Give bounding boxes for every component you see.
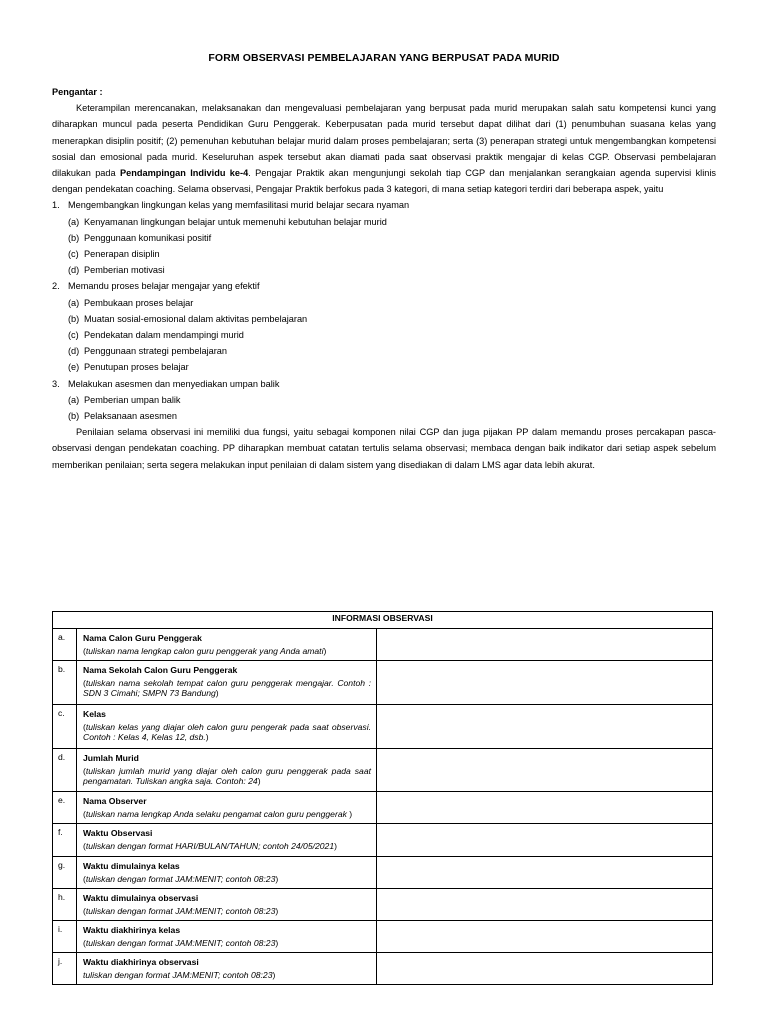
aspect-list (68, 295, 716, 376)
aspect-number: (d) (68, 265, 80, 276)
aspect-label: Penggunaan komunikasi positif (84, 232, 212, 243)
hint-paren: ( (83, 938, 86, 948)
hint-paren: ) (272, 970, 276, 980)
table-row (53, 953, 713, 985)
row-label: Waktu Observasi (83, 828, 153, 838)
intro-text: Keterampilan merencanakan, melaksanakan dan mengevaluasi pembelajaran yang berpusat pada murid merupakan salah satu kompetensi kunci yang diharapkan muncul pada peserta Pendidikan Guru Penggerak. Keberpusatan pada murid tersebut dapat dilihat dari (1) penumbuhan suasana kelas yang menerapkan disiplin positif; (2) pemenuhan kebutuhan belajar murid dalam proses pembelajaran; serta (3) penerapan strategi untuk mengembangkan kompetensi sosial dan emosional pada murid. Keseluruhan aspek tersebut akan diamati pada saat observasi praktik mengajar di kelas CGP. Observasi pembelajaran dilakukan pada (52, 103, 716, 179)
row-letter: j. (53, 953, 77, 985)
row-hint (83, 766, 371, 786)
answer-cell[interactable] (377, 792, 713, 824)
hint-paren: ( (83, 766, 86, 776)
aspect-label: Pendekatan dalam mendampingi murid (84, 330, 244, 341)
table-row (53, 792, 713, 824)
row-label: Nama Sekolah Calon Guru Penggerak (83, 665, 238, 675)
aspect-item (68, 246, 716, 262)
aspect-label: Kenyamanan lingkungan belajar untuk memenuhi kebutuhan belajar murid (84, 216, 387, 227)
hint-paren: ( (83, 874, 86, 884)
hint-text: tuliskan nama lengkap calon guru penggerak yang Anda amati (85, 646, 324, 656)
table-row (53, 921, 713, 953)
row-hint (83, 678, 371, 698)
aspect-item (68, 295, 716, 311)
aspect-number: (a) (68, 216, 80, 227)
row-hint (83, 938, 371, 948)
table-row (53, 889, 713, 921)
aspect-label: Muatan sosial-emosional dalam aktivitas pembelajaran (84, 313, 308, 324)
row-label: Waktu diakhirinya kelas (83, 925, 181, 935)
hint-paren: ) (275, 874, 279, 884)
hint-paren: ) (215, 688, 219, 698)
answer-cell[interactable] (377, 824, 713, 857)
aspect-item (68, 408, 716, 424)
row-description (77, 792, 377, 824)
row-description (77, 824, 377, 857)
answer-cell[interactable] (377, 705, 713, 749)
aspect-list (68, 392, 716, 424)
row-description (77, 857, 377, 889)
aspect-number: (b) (68, 232, 80, 243)
hint-paren: ) (349, 809, 353, 819)
table-row (53, 857, 713, 889)
row-description (77, 953, 377, 985)
aspect-number: (e) (68, 362, 80, 373)
aspect-item (68, 392, 716, 408)
row-description (77, 661, 377, 705)
row-letter: h. (53, 889, 77, 921)
aspect-item (68, 311, 716, 327)
table-body (53, 629, 713, 985)
aspect-number: (c) (68, 330, 79, 341)
row-letter: i. (53, 921, 77, 953)
hint-text: tuliskan dengan format JAM:MENIT; contoh 08:23 (85, 906, 276, 916)
row-description (77, 705, 377, 749)
aspect-item (68, 359, 716, 375)
aspect-label: Pemberian umpan balik (84, 394, 181, 405)
hint-paren: ) (323, 646, 327, 656)
intro-bold-text: Pendampingan Individu ke-4 (120, 168, 249, 179)
hint-paren: ( (83, 841, 86, 851)
table-row (53, 661, 713, 705)
category-number: 1. (52, 200, 60, 211)
aspect-item (68, 327, 716, 343)
row-hint (83, 874, 371, 884)
hint-paren: ( (83, 809, 86, 819)
aspect-number: (d) (68, 346, 80, 357)
category-label: Melakukan asesmen dan menyediakan umpan balik (68, 378, 280, 389)
aspect-number: (a) (68, 297, 80, 308)
aspect-list (68, 214, 716, 279)
row-label: Waktu diakhirinya observasi (83, 957, 199, 967)
category-label: Mengembangkan lingkungan kelas yang memfasilitasi murid belajar secara nyaman (68, 200, 410, 211)
row-label: Jumlah Murid (83, 753, 139, 763)
answer-cell[interactable] (377, 953, 713, 985)
hint-paren: ) (205, 732, 209, 742)
row-label: Nama Calon Guru Penggerak (83, 633, 202, 643)
row-label: Nama Observer (83, 796, 147, 806)
hint-paren: ( (83, 678, 86, 688)
hint-paren: ) (257, 776, 261, 786)
aspect-label: Pelaksanaan asesmen (84, 411, 177, 422)
hint-text: tuliskan kelas yang diajar oleh calon guru pengerak pada saat observasi. Contoh : Kelas 4, Kelas 12, dsb. (83, 722, 371, 742)
table-row (53, 824, 713, 857)
aspect-number: (a) (68, 394, 80, 405)
aspect-number: (b) (68, 313, 80, 324)
aspect-label: Penutupan proses belajar (84, 362, 189, 373)
hint-paren: ) (334, 841, 337, 851)
hint-paren: ) (275, 906, 279, 916)
hint-text: tuliskan dengan format HARI/BULAN/TAHUN; contoh 24/05/2021 (85, 841, 335, 851)
row-hint (83, 906, 371, 916)
hint-text: tuliskan nama sekolah tempat calon guru penggerak mengajar. Contoh : SDN 3 Cimahi; SMPN 73 Bandung (83, 678, 371, 698)
answer-cell[interactable] (377, 889, 713, 921)
aspect-label: Pembukaan proses belajar (84, 297, 194, 308)
hint-paren: ( (83, 722, 86, 732)
aspect-label: Penggunaan strategi pembelajaran (84, 346, 228, 357)
aspect-number: (c) (68, 249, 79, 260)
hint-paren: ( (83, 906, 86, 916)
hint-text: tuliskan jumlah murid yang diajar oleh calon guru penggerak pada saat pengamatan. Tuliskan angka saja. Contoh: 24 (83, 766, 371, 786)
page-title: FORM OBSERVASI PEMBELAJARAN YANG BERPUSAT PADA MURID (208, 52, 560, 64)
answer-cell[interactable] (377, 749, 713, 792)
row-letter: d. (53, 749, 77, 792)
category-item (52, 376, 716, 425)
aspect-item (68, 214, 716, 230)
intro-text: . Pengajar Praktik akan mengunjungi sekolah tiap CGP dan menjalankan serangkaian agenda supervisi klinis dengan pendekatan coaching. Selama observasi, Pengajar Praktik berfokus pada 3 kategori, di mana setiap kategori terdiri dari beberapa aspek, yaitu (52, 168, 716, 195)
hint-paren: ) (275, 938, 279, 948)
hint-text: tuliskan dengan format JAM:MENIT; contoh 08:23 (85, 874, 276, 884)
row-hint (83, 722, 371, 742)
aspect-item (68, 343, 716, 359)
table-header: INFORMASI OBSERVASI (53, 612, 713, 629)
table-row (53, 629, 713, 661)
aspect-item (68, 262, 716, 278)
row-description (77, 629, 377, 661)
row-label: Kelas (83, 709, 106, 719)
category-number: 2. (52, 281, 60, 292)
intro-paragraph-1 (52, 100, 716, 197)
aspect-number: (b) (68, 411, 80, 422)
hint-text: tuliskan dengan format JAM:MENIT; contoh 08:23 (83, 970, 273, 980)
category-label: Memandu proses belajar mengajar yang efektif (68, 281, 260, 292)
intro-section (52, 84, 716, 473)
table-row (53, 749, 713, 792)
observation-info-table (52, 611, 713, 985)
row-letter: a. (53, 629, 77, 661)
row-letter: f. (53, 824, 77, 857)
aspect-item (68, 230, 716, 246)
answer-cell[interactable] (377, 629, 713, 661)
hint-text: tuliskan nama lengkap Anda selaku pengamat calon guru penggerak (85, 809, 350, 819)
row-hint (83, 809, 371, 819)
intro-paragraph-2: Penilaian selama observasi ini memiliki dua fungsi, yaitu sebagai komponen nilai CGP dan juga pijakan PP dalam memandu proses percakapan pasca-observasi dengan pendekatan coaching. PP diharapkan membuat catatan tertulis selama observasi; membaca dengan baik indikator dari setiap aspek sebelum memberikan penilaian; serta segera melakukan input penilaian di dalam sistem yang disediakan di dalam LMS agar data lebih akurat. (52, 427, 716, 470)
row-description (77, 889, 377, 921)
answer-cell[interactable] (377, 921, 713, 953)
table-row (53, 705, 713, 749)
row-description (77, 921, 377, 953)
row-hint (83, 970, 371, 980)
category-list (52, 197, 716, 424)
category-item (52, 278, 716, 375)
row-label: Waktu dimulainya kelas (83, 861, 180, 871)
aspect-label: Penerapan disiplin (84, 249, 160, 260)
answer-cell[interactable] (377, 661, 713, 705)
category-number: 3. (52, 378, 60, 389)
row-hint (83, 841, 371, 851)
intro-heading: Pengantar : (52, 87, 103, 97)
row-letter: g. (53, 857, 77, 889)
row-letter: e. (53, 792, 77, 824)
row-description (77, 749, 377, 792)
row-hint (83, 646, 371, 656)
category-item (52, 197, 716, 278)
aspect-label: Pemberian motivasi (84, 265, 165, 276)
hint-text: tuliskan dengan format JAM:MENIT; contoh 08:23 (85, 938, 276, 948)
hint-paren: ( (83, 646, 86, 656)
answer-cell[interactable] (377, 857, 713, 889)
row-letter: c. (53, 705, 77, 749)
row-label: Waktu dimulainya observasi (83, 893, 199, 903)
row-letter: b. (53, 661, 77, 705)
